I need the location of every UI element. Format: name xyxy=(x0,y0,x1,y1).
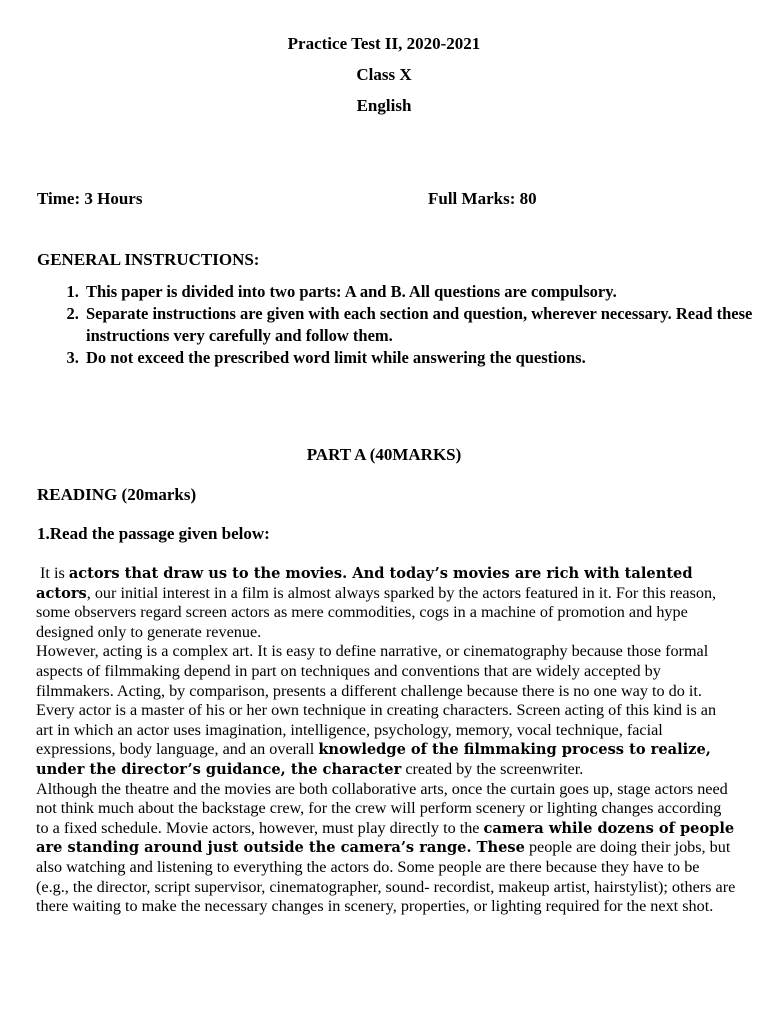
passage-text-emphasis: actors that draw us to the movies. And today’s movies are rich with talented actors xyxy=(36,565,693,602)
passage-text: However, acting is a complex art. It is easy to define narrative, or cinematography because those formal aspects of filmmaking depend in part on techniques and conventions that are widely accepted by filmmakers. Acting, by comparison, presents a different challenge because there is no one way to do it. Every actor is a master of his or her own technique in creating characters. Screen acting of this kind is an art in which an actor uses imagination, intelligence, psychology, memory, vocal technique, facial expressions, body language, and an overall xyxy=(36,642,717,759)
passage-text: , our initial interest in a film is almost always sparked by the actors featured in it. For this reason, some observers regard screen actors as mere commodities, cogs in a machine of promotion and hype designed only to generate revenue. xyxy=(36,583,717,641)
passage-paragraph xyxy=(36,642,736,779)
full-marks-label: Full Marks: 80 xyxy=(428,189,537,208)
part-a-title: PART A (40MARKS) xyxy=(306,445,462,464)
passage-text: created by the screenwriter. xyxy=(401,759,584,778)
paper-title: Practice Test II, 2020-2021 xyxy=(287,34,481,53)
passage-text: people are doing their jobs, but also watching and listening to everything the actors do. Some people are there because they have to be (e.g., the director, script supervisor, cinematographer, sound- recordist, makeup artist, hairstylist); others are there waiting to make the necessary changes in scenery, properties, or lighting required for the next shot. xyxy=(36,838,736,916)
passage-text: Although the theatre and the movies are both collaborative arts, once the curtain goes up, stage actors need not think much about the backstage crew, for the crew will perform scenery or lighting changes according to a fixed schedule. Movie actors, however, must play directly to the xyxy=(36,779,728,837)
instruction-item: 3. Do not exceed the prescribed word limit while answering the questions. xyxy=(83,347,768,369)
instructions-list xyxy=(40,281,768,369)
subject-label: English xyxy=(356,96,412,115)
instructions-heading: GENERAL INSTRUCTIONS: xyxy=(37,250,260,269)
passage-text-emphasis: camera while dozens of people are standing around just outside the camera’s range. These xyxy=(36,819,735,857)
time-label: Time: 3 Hours xyxy=(37,189,143,208)
class-label: Class X xyxy=(356,65,412,84)
passage-text-emphasis: knowledge of the filmmaking process to realize, under the director’s guidance, the character xyxy=(36,741,711,778)
instruction-item: 1. This paper is divided into two parts: A and B. All questions are compulsory. xyxy=(83,281,768,303)
reading-section-heading: READING (20marks) xyxy=(37,485,197,504)
instruction-item: 2. Separate instructions are given with each section and question, wherever necessary. Read these instructions very carefully and follow them. xyxy=(83,303,768,347)
passage-text: It is xyxy=(36,564,69,582)
passage-paragraph xyxy=(36,564,736,642)
reading-passage xyxy=(36,564,736,917)
passage-paragraph xyxy=(36,780,736,917)
question-1-prompt: 1.Read the passage given below: xyxy=(37,524,270,543)
